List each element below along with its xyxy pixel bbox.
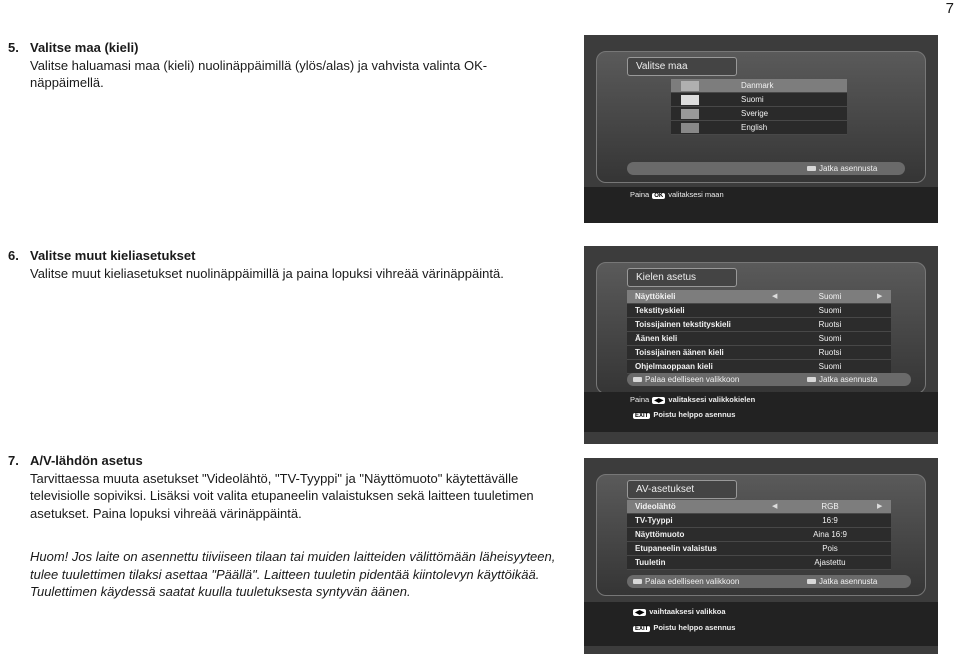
exit-key-icon: EXIT — [635, 413, 649, 419]
settings-list — [627, 500, 891, 570]
help-line: EXIT Poistu helppo asennus — [635, 410, 736, 419]
settings-row[interactable]: Videolähtö ◀ RGB ▶ — [627, 500, 891, 514]
continue-button[interactable]: Jatka asennusta — [807, 575, 877, 588]
country-item[interactable]: Sverige — [671, 107, 847, 121]
section-number: 6. — [8, 248, 19, 263]
back-button[interactable]: Palaa edelliseen valikkoon — [633, 575, 739, 588]
settings-row[interactable]: TV-Tyyppi 16:9 — [627, 514, 891, 528]
dpad-key-icon: ◀▶ — [654, 398, 664, 404]
arrow-right-icon[interactable]: ▶ — [877, 293, 883, 300]
green-key-icon — [807, 166, 816, 171]
ok-key-icon: OK — [654, 193, 664, 199]
arrow-left-icon[interactable]: ◀ — [772, 293, 778, 300]
menu-frame — [596, 262, 926, 394]
settings-row[interactable]: Toissijainen äänen kieli Ruotsi — [627, 346, 891, 360]
green-key-icon — [807, 579, 816, 584]
continue-button[interactable]: Jatka asennusta — [807, 373, 877, 386]
help-line: ◀▶ vaihtaaksesi valikkoa — [635, 607, 726, 616]
note-text: Huom! Jos laite on asennettu tiiviiseen tilaan tai muiden laitteiden välittömään läheisyyteen, tulee tuulettimen tilaksi asettaa "Päällä". Laitteen tuuletin pidentää kiintolevyn käyttöikää. Tuulettimen käydessä saatat kuulla tuuletuksesta syntyvän äänen. — [30, 549, 556, 599]
page-number: 7 — [945, 0, 954, 17]
settings-row[interactable]: Tuuletin Ajastettu — [627, 556, 891, 570]
arrow-left-icon[interactable]: ◀ — [772, 503, 778, 510]
section-body: Tarvittaessa muuta asetukset "Videolähtö, "TV-Tyyppi" ja "Näyttömuoto" käytettävälle televisiolle sopiviksi. Lisäksi voit valita etupaneelin valaistuksen sekä laitteen tuuletimen asetukset. Paina lopuksi vihreää värinäppäintä. — [30, 470, 534, 521]
section-heading: Valitse maa (kieli) — [30, 40, 139, 55]
help-footer — [584, 392, 938, 432]
menu-frame — [596, 51, 926, 183]
section-heading: Valitse muut kieliasetukset — [30, 248, 196, 263]
help-line: Paina OK valitaksesi maan — [630, 190, 724, 199]
exit-key-icon: EXIT — [635, 626, 649, 632]
screenshot-country-select — [584, 35, 938, 223]
screenshot-av-settings — [584, 458, 938, 654]
flag-icon — [681, 95, 699, 105]
menu-title: AV-asetukset — [627, 480, 737, 499]
button-bar — [627, 373, 911, 386]
red-key-icon — [633, 377, 642, 382]
section-5 — [8, 39, 568, 92]
section-heading: A/V-lähdön asetus — [30, 453, 143, 468]
section-number: 7. — [8, 453, 19, 468]
menu-frame — [596, 474, 926, 596]
flag-icon — [681, 81, 699, 91]
help-line: Paina ◀▶ valitaksesi valikkokielen — [630, 395, 756, 404]
flag-icon — [681, 109, 699, 119]
section-number: 5. — [8, 40, 19, 55]
settings-list — [627, 290, 891, 374]
menu-title: Valitse maa — [627, 57, 737, 76]
section-7 — [8, 452, 568, 522]
dpad-key-icon: ◀▶ — [635, 610, 645, 616]
button-bar — [627, 162, 905, 175]
section-body: Valitse muut kieliasetukset nuolinäppäimillä ja paina lopuksi vihreää värinäppäintä. — [30, 265, 504, 281]
back-button[interactable]: Palaa edelliseen valikkoon — [633, 373, 739, 386]
help-footer — [584, 602, 938, 646]
red-key-icon — [633, 579, 642, 584]
arrow-right-icon[interactable]: ▶ — [877, 503, 883, 510]
country-list — [671, 79, 847, 135]
section-body: Valitse haluamasi maa (kieli) nuolinäppäimillä (ylös/alas) ja vahvista valinta OK-näppäimellä. — [30, 57, 488, 90]
country-item[interactable]: English — [671, 121, 847, 135]
flag-icon — [681, 123, 699, 133]
country-item[interactable]: Danmark — [671, 79, 847, 93]
menu-title: Kielen asetus — [627, 268, 737, 287]
screenshot-language-settings — [584, 246, 938, 444]
section-6 — [8, 247, 568, 282]
settings-row[interactable]: Etupaneelin valaistus Pois — [627, 542, 891, 556]
continue-button[interactable]: Jatka asennusta — [807, 162, 877, 175]
help-footer — [584, 187, 938, 223]
settings-row[interactable]: Näyttömuoto Aina 16:9 — [627, 528, 891, 542]
settings-row[interactable]: Näyttökieli ◀ Suomi ▶ — [627, 290, 891, 304]
button-bar — [627, 575, 911, 588]
country-item[interactable]: Suomi — [671, 93, 847, 107]
green-key-icon — [807, 377, 816, 382]
settings-row[interactable]: Toissijainen tekstityskieli Ruotsi — [627, 318, 891, 332]
settings-row[interactable]: Äänen kieli Suomi — [627, 332, 891, 346]
settings-row[interactable]: Ohjelmaoppaan kieli Suomi — [627, 360, 891, 374]
settings-row[interactable]: Tekstityskieli Suomi — [627, 304, 891, 318]
help-line: EXIT Poistu helppo asennus — [635, 623, 736, 632]
